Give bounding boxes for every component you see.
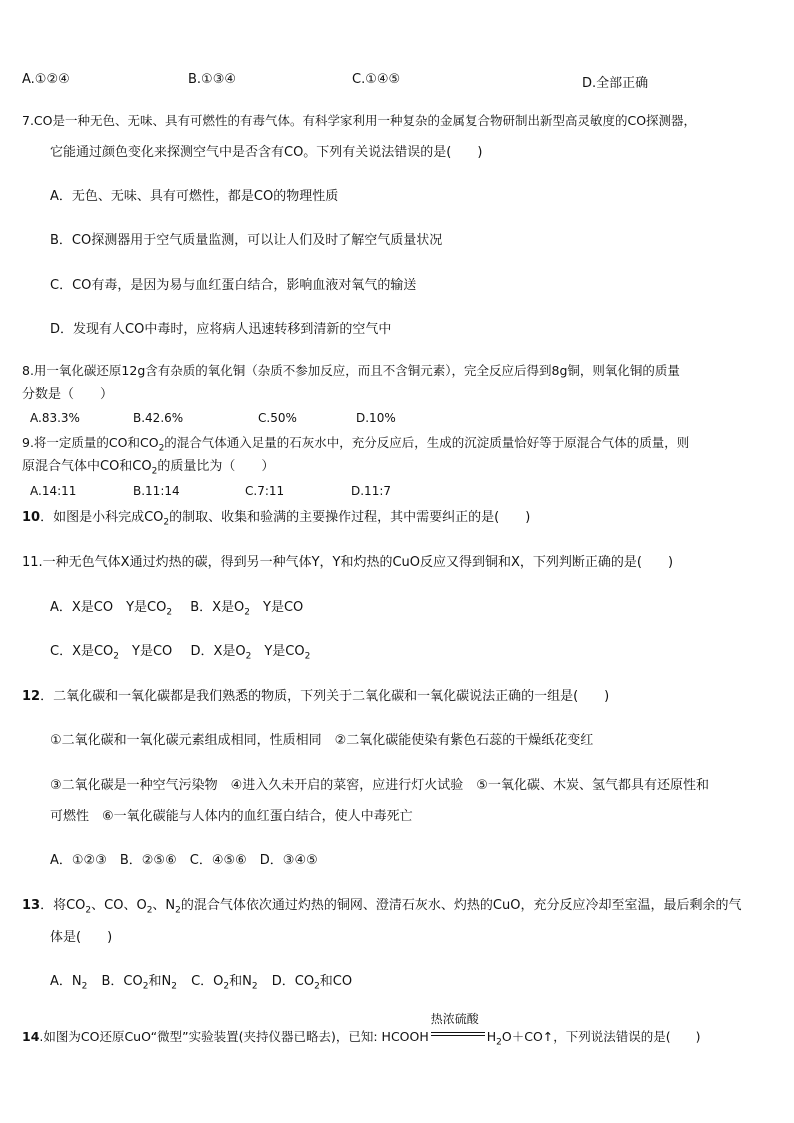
q8-option-c: C.50% bbox=[258, 411, 297, 425]
q12-statements-1: ①二氧化碳和一氧化碳元素组成相同，性质相同 ②二氧化碳能使染有紫色石蕊的干燥纸花变红 bbox=[50, 733, 594, 748]
q11-option-c: C．X是$CO_2$ Y是CO bbox=[50, 644, 173, 662]
q8-stem-line1: 8.用一氧化碳还原12g含有杂质的氧化铜（杂质不参加反应，而且不含铜元素），完全反应后得到8g铜，则氧化铜的质量 bbox=[22, 363, 680, 378]
q13-option-b: B．$CO_2$和$N_2$ bbox=[101, 974, 177, 992]
q7-option-a: A．无色、无味、具有可燃性，都是CO的物理性质 bbox=[50, 189, 339, 204]
q11-stem: 11.一种无色气体X通过灼热的碳，得到另一种气体Y，Y和灼热的CuO反应又得到铜和X，下列判断正确的是( ) bbox=[22, 555, 674, 570]
q8-option-d: D.10% bbox=[356, 411, 396, 425]
q11-options-row1 bbox=[50, 599, 303, 622]
q7-option-d: D．发现有人CO中毒时，应将病人迅速转移到清新的空气中 bbox=[50, 322, 392, 337]
q12-statements-3: 可燃性 ⑥一氧化碳能与人体内的血红蛋白结合，使人中毒死亡 bbox=[50, 809, 413, 824]
q8-option-a: A.83.3% bbox=[30, 411, 80, 425]
q12-options: A．①②③ B．②⑤⑥ C．④⑤⑥ D．③④⑤ bbox=[50, 853, 318, 868]
q7-stem-line1: 7.CO是一种无色、无味、具有可燃性的有毒气体。有科学家利用一种复杂的金属复合物研制出新型高灵敏度的CO探测器， bbox=[22, 113, 697, 128]
q6-option-a: A.①②④ bbox=[22, 72, 70, 87]
q11-option-b: B．X是$O_2$ Y是CO bbox=[190, 600, 304, 618]
q9-option-b: B.11:14 bbox=[133, 484, 180, 498]
q9-option-d: D.11:7 bbox=[351, 484, 392, 498]
q11-option-d: D．X是$O_2$ Y是$CO_2$ bbox=[190, 644, 311, 662]
q8-option-b: B.42.6% bbox=[133, 411, 184, 425]
q11-options-row2 bbox=[50, 643, 310, 666]
q13-stem-line1: 13．将$CO_2$、CO、$O_2$、$N_2$的混合气体依次通过灼热的铜网、澄清石灰水、灼热的CuO，充分反应冷却至室温，最后剩余的气 bbox=[22, 898, 742, 916]
q8-stem-line2: 分数是（ ） bbox=[22, 387, 114, 402]
q6-option-d: D.全部正确 bbox=[582, 76, 649, 91]
reaction-condition-label: 热浓硫酸 bbox=[430, 1012, 479, 1026]
q7-option-b: B．CO探测器用于空气质量监测，可以让人们及时了解空气质量状况 bbox=[50, 233, 443, 248]
q14-stem: 14.如图为CO还原CuO“微型”实验装置(夹持仪器已略去)，已知: HCOOH 热浓硫酸 $H_2O+CO↑$，下列说法错误的是( ) bbox=[22, 1012, 701, 1048]
reaction-condition-equals bbox=[429, 1012, 487, 1041]
q7-stem-line2: 它能通过颜色变化来探测空气中是否含有CO。下列有关说法错误的是( ) bbox=[50, 145, 483, 160]
q9-option-a: A.14:11 bbox=[30, 484, 77, 498]
q13-stem-line2: 体是( ) bbox=[50, 930, 113, 945]
q9-stem-line2: 原混合气体中CO和$CO_2$的质量比为（ ） bbox=[22, 459, 275, 477]
q13-option-d: D．$CO_2$和CO bbox=[271, 974, 353, 992]
q9-option-c: C.7:11 bbox=[245, 484, 285, 498]
q11-option-a: A．X是CO Y是$CO_2$ bbox=[50, 600, 173, 618]
q6-option-b: B.①③④ bbox=[188, 72, 237, 87]
q9-stem-line1: 9.将一定质量的CO和$CO_2$的混合气体通入足量的石灰水中，充分反应后，生成的沉淀质量恰好等于原混合气体的质量，则 bbox=[22, 435, 690, 454]
q13-option-a: A．$N_2$ bbox=[50, 974, 88, 992]
q12-statements-2: ③二氧化碳是一种空气污染物 ④进入久未开启的菜窖，应进行灯火试验 ⑤一氧化碳、木炭、氢气都具有还原性和 bbox=[50, 778, 709, 793]
q7-option-c: C．CO有毒，是因为易与血红蛋白结合，影响血液对氧气的输送 bbox=[50, 278, 417, 293]
q13-option-c: C．$O_2$和$N_2$ bbox=[191, 974, 258, 992]
q12-stem: 12．二氧化碳和一氧化碳都是我们熟悉的物质，下列关于二氧化碳和一氧化碳说法正确的一组是( ) bbox=[22, 689, 610, 704]
q6-option-c: C.①④⑤ bbox=[352, 72, 401, 87]
q13-options bbox=[50, 973, 352, 996]
q10-stem: 10．如图是小科完成$CO_2$的制取、收集和验满的主要操作过程，其中需要纠正的是( ) bbox=[22, 510, 531, 528]
